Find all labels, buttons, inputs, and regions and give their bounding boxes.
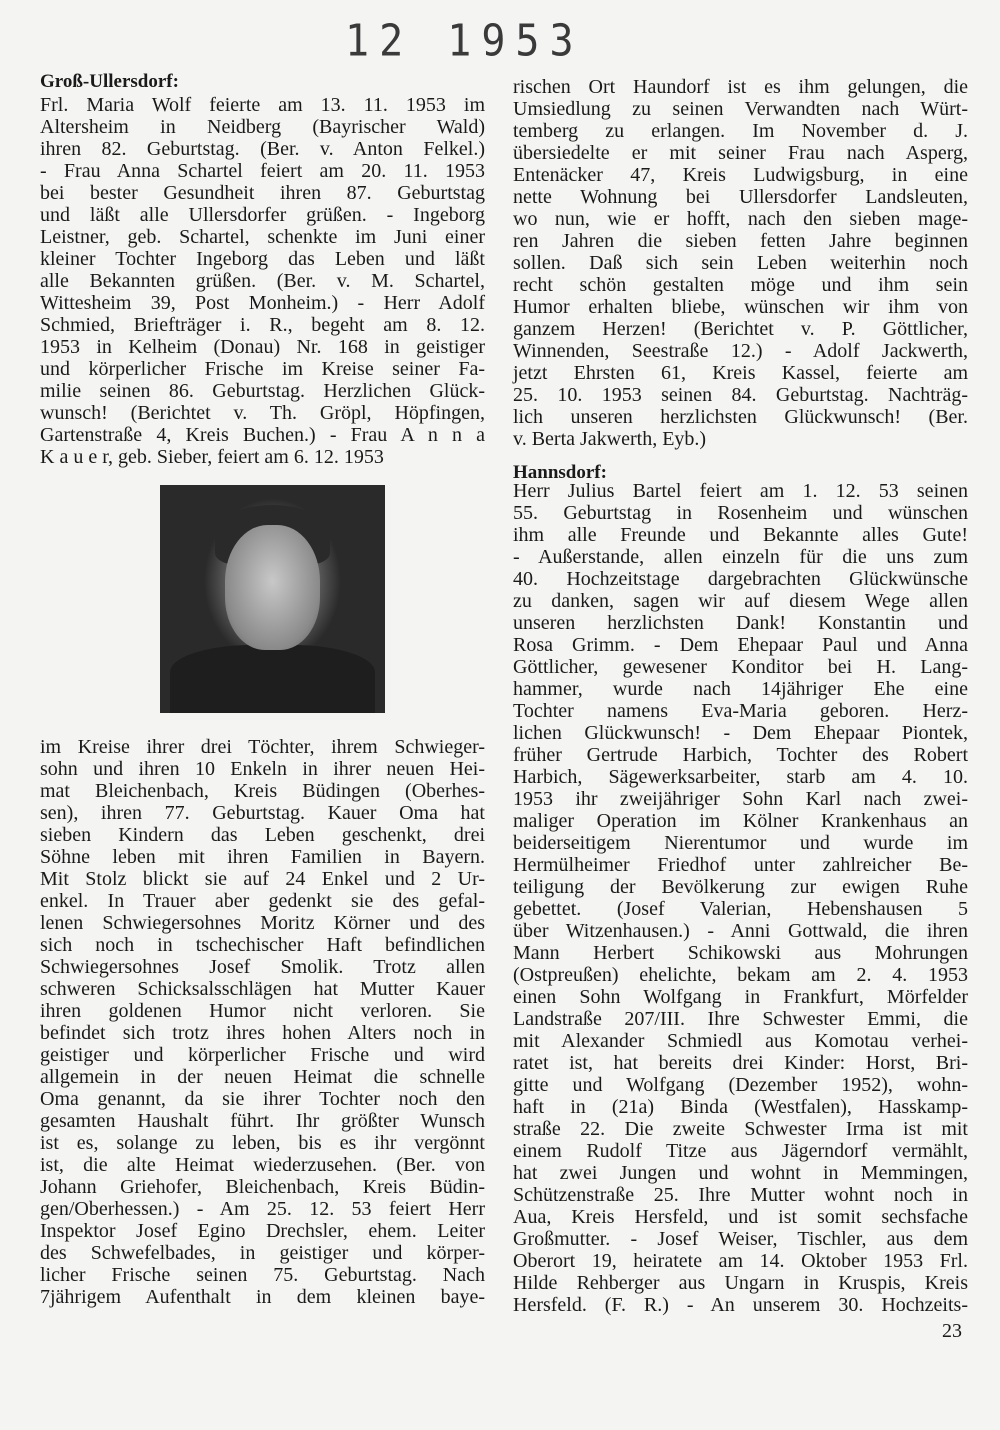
text-line: Söhne leben mit ihren Familien in Bayern. — [40, 846, 485, 868]
text-line: Hermülheimer Friedhof unter zahlreicher Be- — [513, 854, 968, 876]
text-line: 1953 in Kelheim (Donau) Nr. 168 in geistiger — [40, 336, 485, 358]
text-line: Umsiedlung zu seinen Verwandten nach Würt- — [513, 98, 968, 120]
text-line: Landstraße 207/III. Ihre Schwester Emmi, die — [513, 1008, 968, 1030]
text-line: hat zwei Jungen und wohnt in Memmingen, — [513, 1162, 968, 1184]
text-line: - Frau Anna Schartel feiert am 20. 11. 1953 — [40, 160, 485, 182]
right-column-top — [513, 76, 968, 485]
text-line: kleiner Tochter Ingeborg das Leben und läßt — [40, 248, 485, 270]
text-line: beiderseitigem Nierentumor und wurde im — [513, 832, 968, 854]
text-line: ren Jahren die sieben fetten Jahre beginnen — [513, 230, 968, 252]
text-line: und körperlicher Frische im Kreise seiner Fa- — [40, 358, 485, 380]
text-line: sen), ihren 77. Geburtstag. Kauer Oma hat — [40, 802, 485, 824]
text-line: allgemein in der neuen Heimat die schnelle — [40, 1066, 485, 1088]
text-line: Hersfeld. (F. R.) - An unserem 30. Hochzeits- — [513, 1294, 968, 1316]
text-line: v. Berta Jakwerth, Eyb.) — [513, 428, 707, 450]
text-line: Göttlicher, gewesener Konditor bei H. Lang- — [513, 656, 968, 678]
text-line: Oma genannt, da sie ihrer Tochter noch den — [40, 1088, 485, 1110]
text-line: (Ostpreußen) ehelichte, bekam am 2. 4. 1953 — [513, 964, 968, 986]
text-line: Entenäcker 47, Kreis Ludwigsburg, in eine — [513, 164, 968, 186]
text-line: licher Frische seinen 75. Geburtstag. Nach — [40, 1264, 485, 1286]
text-line: wo nun, wie er hofft, nach den sieben mage- — [513, 208, 968, 230]
text-line: Johann Griehofer, Bleichenbach, Kreis Büdin- — [40, 1176, 485, 1198]
left-column-bottom — [40, 736, 485, 1308]
text-line: Winnenden, Seestraße 12.) - Adolf Jackwerth, — [513, 340, 968, 362]
text-line: wunsch! (Berichtet v. Th. Gröpl, Höpfingen, — [40, 402, 485, 424]
text-line: lich unseren herzlichsten Glückwunsch! (Ber. — [513, 406, 968, 428]
text-line: Hilde Rehberger aus Ungarn in Kruspis, Kreis — [513, 1272, 968, 1294]
text-line: ist es, solange zu leben, bis es ihr vergönnt — [40, 1132, 485, 1154]
text-line: sieben Kindern das Leben geschenkt, drei — [40, 824, 485, 846]
right-column-bottom — [513, 480, 968, 1316]
text-line: ihren goldenen Humor nicht verloren. Sie — [40, 1000, 485, 1022]
text-line: Großmutter. - Josef Weiser, Tischler, aus dem — [513, 1228, 968, 1250]
left-column-top — [40, 70, 485, 468]
text-line: bei bester Gesundheit ihren 87. Geburtstag — [40, 182, 485, 204]
portrait-photo — [160, 485, 385, 713]
text-line: gebettet. (Josef Valerian, Hebenshausen 5 — [513, 898, 968, 920]
text-line: - Außerstande, allen einzeln für die uns zum — [513, 546, 968, 568]
text-line: im Kreise ihrer drei Töchter, ihrem Schwieger- — [40, 736, 485, 758]
text-line: sohn und ihren 10 Enkeln in ihrer neuen Hei- — [40, 758, 485, 780]
text-line: K a u e r, geb. Sieber, feiert am 6. 12. 1953 — [40, 446, 384, 468]
text-line: milie seinen 86. Geburtstag. Herzlichen Glück- — [40, 380, 485, 402]
text-line: Harbich, Sägewerksarbeiter, starb am 4. 10. — [513, 766, 968, 788]
text-line: 55. Geburtstag in Rosenheim und wünschen — [513, 502, 968, 524]
date-stamp: 12 1953 — [345, 15, 584, 67]
text-line: sollen. Daß sich sein Leben weiterhin noch — [513, 252, 968, 274]
text-line: des Schwefelbades, in geistiger und körper- — [40, 1242, 485, 1264]
text-line: Rosa Grimm. - Dem Ehepaar Paul und Anna — [513, 634, 968, 656]
text-line: Schmied, Briefträger i. R., begeht am 8. 12. — [40, 314, 485, 336]
text-line: gen/Oberhessen.) - Am 25. 12. 53 feiert Herr — [40, 1198, 485, 1220]
text-line: 7jährigem Aufenthalt in dem kleinen baye- — [40, 1286, 485, 1308]
text-line: Inspektor Josef Egino Drechsler, ehem. Leiter — [40, 1220, 485, 1242]
text-line: einen Sohn Wolfgang in Frankfurt, Mörfelder — [513, 986, 968, 1008]
text-line: jetzt Ehrsten 61, Kreis Kassel, feierte am — [513, 362, 968, 384]
text-line: Humor erhalten bliebe, wünschen wir ihm von — [513, 296, 968, 318]
text-line: mit Alexander Schmiedl aus Komotau verhei- — [513, 1030, 968, 1052]
text-line: und läßt alle Ullersdorfer grüßen. - Ingeborg — [40, 204, 485, 226]
text-line: nette Wohnung bei Ullersdorfer Landsleuten, — [513, 186, 968, 208]
text-line: Aua, Kreis Hersfeld, und ist somit sechsfache — [513, 1206, 968, 1228]
text-line: gitte und Wolfgang (Dezember 1952), wohn- — [513, 1074, 968, 1096]
text-line: straße 22. Die zweite Schwester Irma ist mit — [513, 1118, 968, 1140]
text-line: Oberort 19, heiratete am 14. Oktober 1953 Frl. — [513, 1250, 968, 1272]
text-line: geistiger und körperlicher Frische und wird — [40, 1044, 485, 1066]
text-line: Schwiegersohnes Josef Smolik. Trotz allen — [40, 956, 485, 978]
text-line: mat Bleichenbach, Kreis Büdingen (Oberhes- — [40, 780, 485, 802]
text-line: einem Rudolf Titze aus Jägerndorf vermählt, — [513, 1140, 968, 1162]
text-line: ihm alle Freunde und Bekannte alles Gute! — [513, 524, 968, 546]
text-line: schweren Schicksalsschlägen hat Mutter Kauer — [40, 978, 485, 1000]
text-line: gesamten Haushalt führt. Ihr größter Wunsch — [40, 1110, 485, 1132]
text-line: ist, die alte Heimat wiederzusehen. (Ber. von — [40, 1154, 485, 1176]
text-line: befindet sich trotz ihres hohen Alters noch in — [40, 1022, 485, 1044]
text-line: enkel. In Trauer aber gedenkt sie des gefal- — [40, 890, 485, 912]
text-line: Leistner, geb. Schartel, schenkte im Juni einer — [40, 226, 485, 248]
text-line: Gartenstraße 4, Kreis Buchen.) - Frau A n n a — [40, 424, 485, 446]
text-line: 1953 ihr zweijähriger Sohn Karl nach zwei- — [513, 788, 968, 810]
text-line: hammer, wurde nach 14jähriger Ehe eine — [513, 678, 968, 700]
text-line: haft in (21a) Binda (Westfalen), Hasskamp- — [513, 1096, 968, 1118]
text-line: über Witzenhausen.) - Anni Gottwald, die ihren — [513, 920, 968, 942]
page-number: 23 — [942, 1320, 962, 1342]
section-heading-hannsdorf: Hannsdorf: — [513, 462, 607, 483]
text-line: 40. Hochzeitstage dargebrachten Glückwünsche — [513, 568, 968, 590]
text-line: teiligung der Bevölkerung zur ewigen Ruhe — [513, 876, 968, 898]
text-line: zu danken, sagen wir auf diesem Wege allen — [513, 590, 968, 612]
section-heading-gross-ullersdorf: Groß-Ullersdorf: — [40, 71, 179, 92]
text-line: ganzem Herzen! (Berichtet v. P. Göttlicher, — [513, 318, 968, 340]
text-line: Frl. Maria Wolf feierte am 13. 11. 1953 im — [40, 94, 485, 116]
text-line: Tochter namens Eva-Maria geboren. Herz- — [513, 700, 968, 722]
text-line: Mit Stolz blickt sie auf 24 Enkel und 2 Ur- — [40, 868, 485, 890]
text-line: früher Gertrude Harbich, Tochter des Robert — [513, 744, 968, 766]
text-line: 25. 10. 1953 seinen 84. Geburtstag. Nachträg- — [513, 384, 968, 406]
text-line: lichen Glückwunsch! - Dem Ehepaar Piontek, — [513, 722, 968, 744]
text-line: temberg zu erlangen. Im November d. J. — [513, 120, 968, 142]
text-line: Altersheim in Neidberg (Bayrischer Wald) — [40, 116, 485, 138]
text-line: maliger Operation im Kölner Krankenhaus an — [513, 810, 968, 832]
text-line: Herr Julius Bartel feiert am 1. 12. 53 seinen — [513, 480, 968, 502]
text-line: ratet ist, hat bereits drei Kinder: Horst, Bri- — [513, 1052, 968, 1074]
text-line: unseren herzlichsten Dank! Konstantin und — [513, 612, 968, 634]
text-line: sich noch in tschechischer Haft befindlichen — [40, 934, 485, 956]
text-line: Wittesheim 39, Post Monheim.) - Herr Adolf — [40, 292, 485, 314]
text-line: Mann Herbert Schikowski aus Mohrungen — [513, 942, 968, 964]
text-line: Schützenstraße 25. Ihre Mutter wohnt noch in — [513, 1184, 968, 1206]
text-line: lenen Schwiegersohnes Moritz Körner und des — [40, 912, 485, 934]
text-line: ihren 82. Geburtstag. (Ber. v. Anton Felkel.) — [40, 138, 485, 160]
text-line: alle Bekannten grüßen. (Ber. v. M. Schartel, — [40, 270, 485, 292]
text-line: rischen Ort Haundorf ist es ihm gelungen, die — [513, 76, 968, 98]
text-line: recht schön gestalten möge und ihm sein — [513, 274, 968, 296]
text-line: übersiedelte er mit seiner Frau nach Asperg, — [513, 142, 968, 164]
